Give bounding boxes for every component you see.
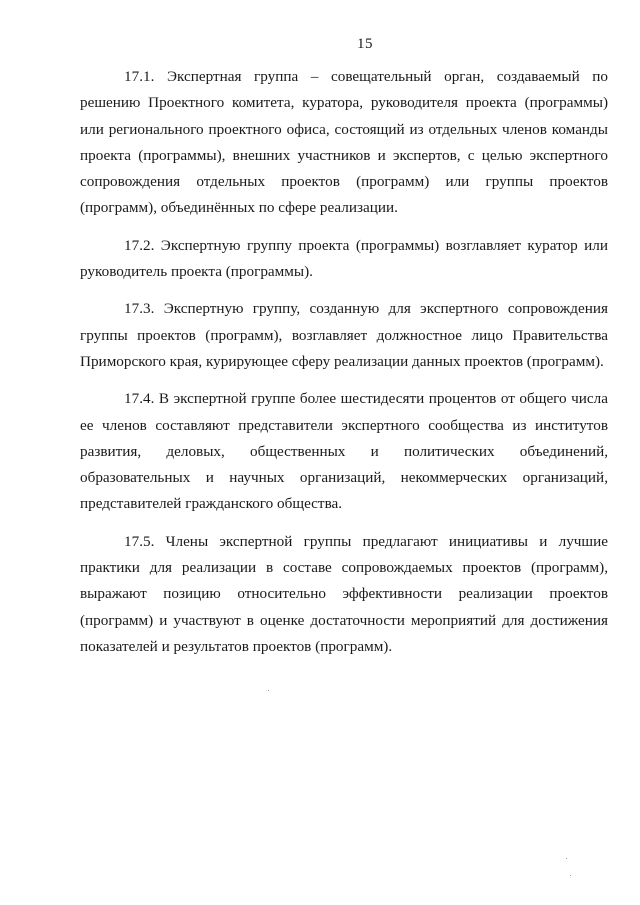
page-number: 15 <box>357 36 373 52</box>
scan-speck <box>268 690 269 691</box>
scan-speck <box>570 875 571 876</box>
paragraph-17-2: 17.2. Экспертную группу проекта (программы) возглавляет куратор или руководитель проекта (программы). <box>80 236 608 281</box>
paragraph-17-4: 17.4. В экспертной группе более шестидесяти процентов от общего числа ее членов составляют представители экспертного сообщества из институтов развития, деловых, общественных и политических объединений, образовательных и научных организаций, некоммерческих организаций, представителей гражданского общества. <box>80 390 608 513</box>
scan-speck <box>566 858 567 859</box>
paragraph-17-5: 17.5. Члены экспертной группы предлагают инициативы и лучшие практики для реализации в составе сопровождаемых проектов (программ), выражают позицию относительно эффективности реализации проектов (программ) и участвуют в оценке достаточности мероприятий для достижения показателей и результатов проектов (программ). <box>80 532 608 655</box>
document-body <box>80 64 608 671</box>
paragraph-17-1: 17.1. Экспертная группа – совещательный орган, создаваемый по решению Проектного комитета, куратора, руководителя проекта (программы) или регионального проектного офиса, состоящий из отдельных членов команды проекта (программы), внешних участников и экспертов, с целью экспертного сопровождения отдельных проектов (программ) или группы проектов (программ), объединённых по сфере реализации. <box>80 68 608 217</box>
paragraph-17-3: 17.3. Экспертную группу, созданную для экспертного сопровождения группы проектов (программ), возглавляет должностное лицо Правительства Приморского края, курирующее сферу реализации данных проектов (программ). <box>80 300 608 370</box>
